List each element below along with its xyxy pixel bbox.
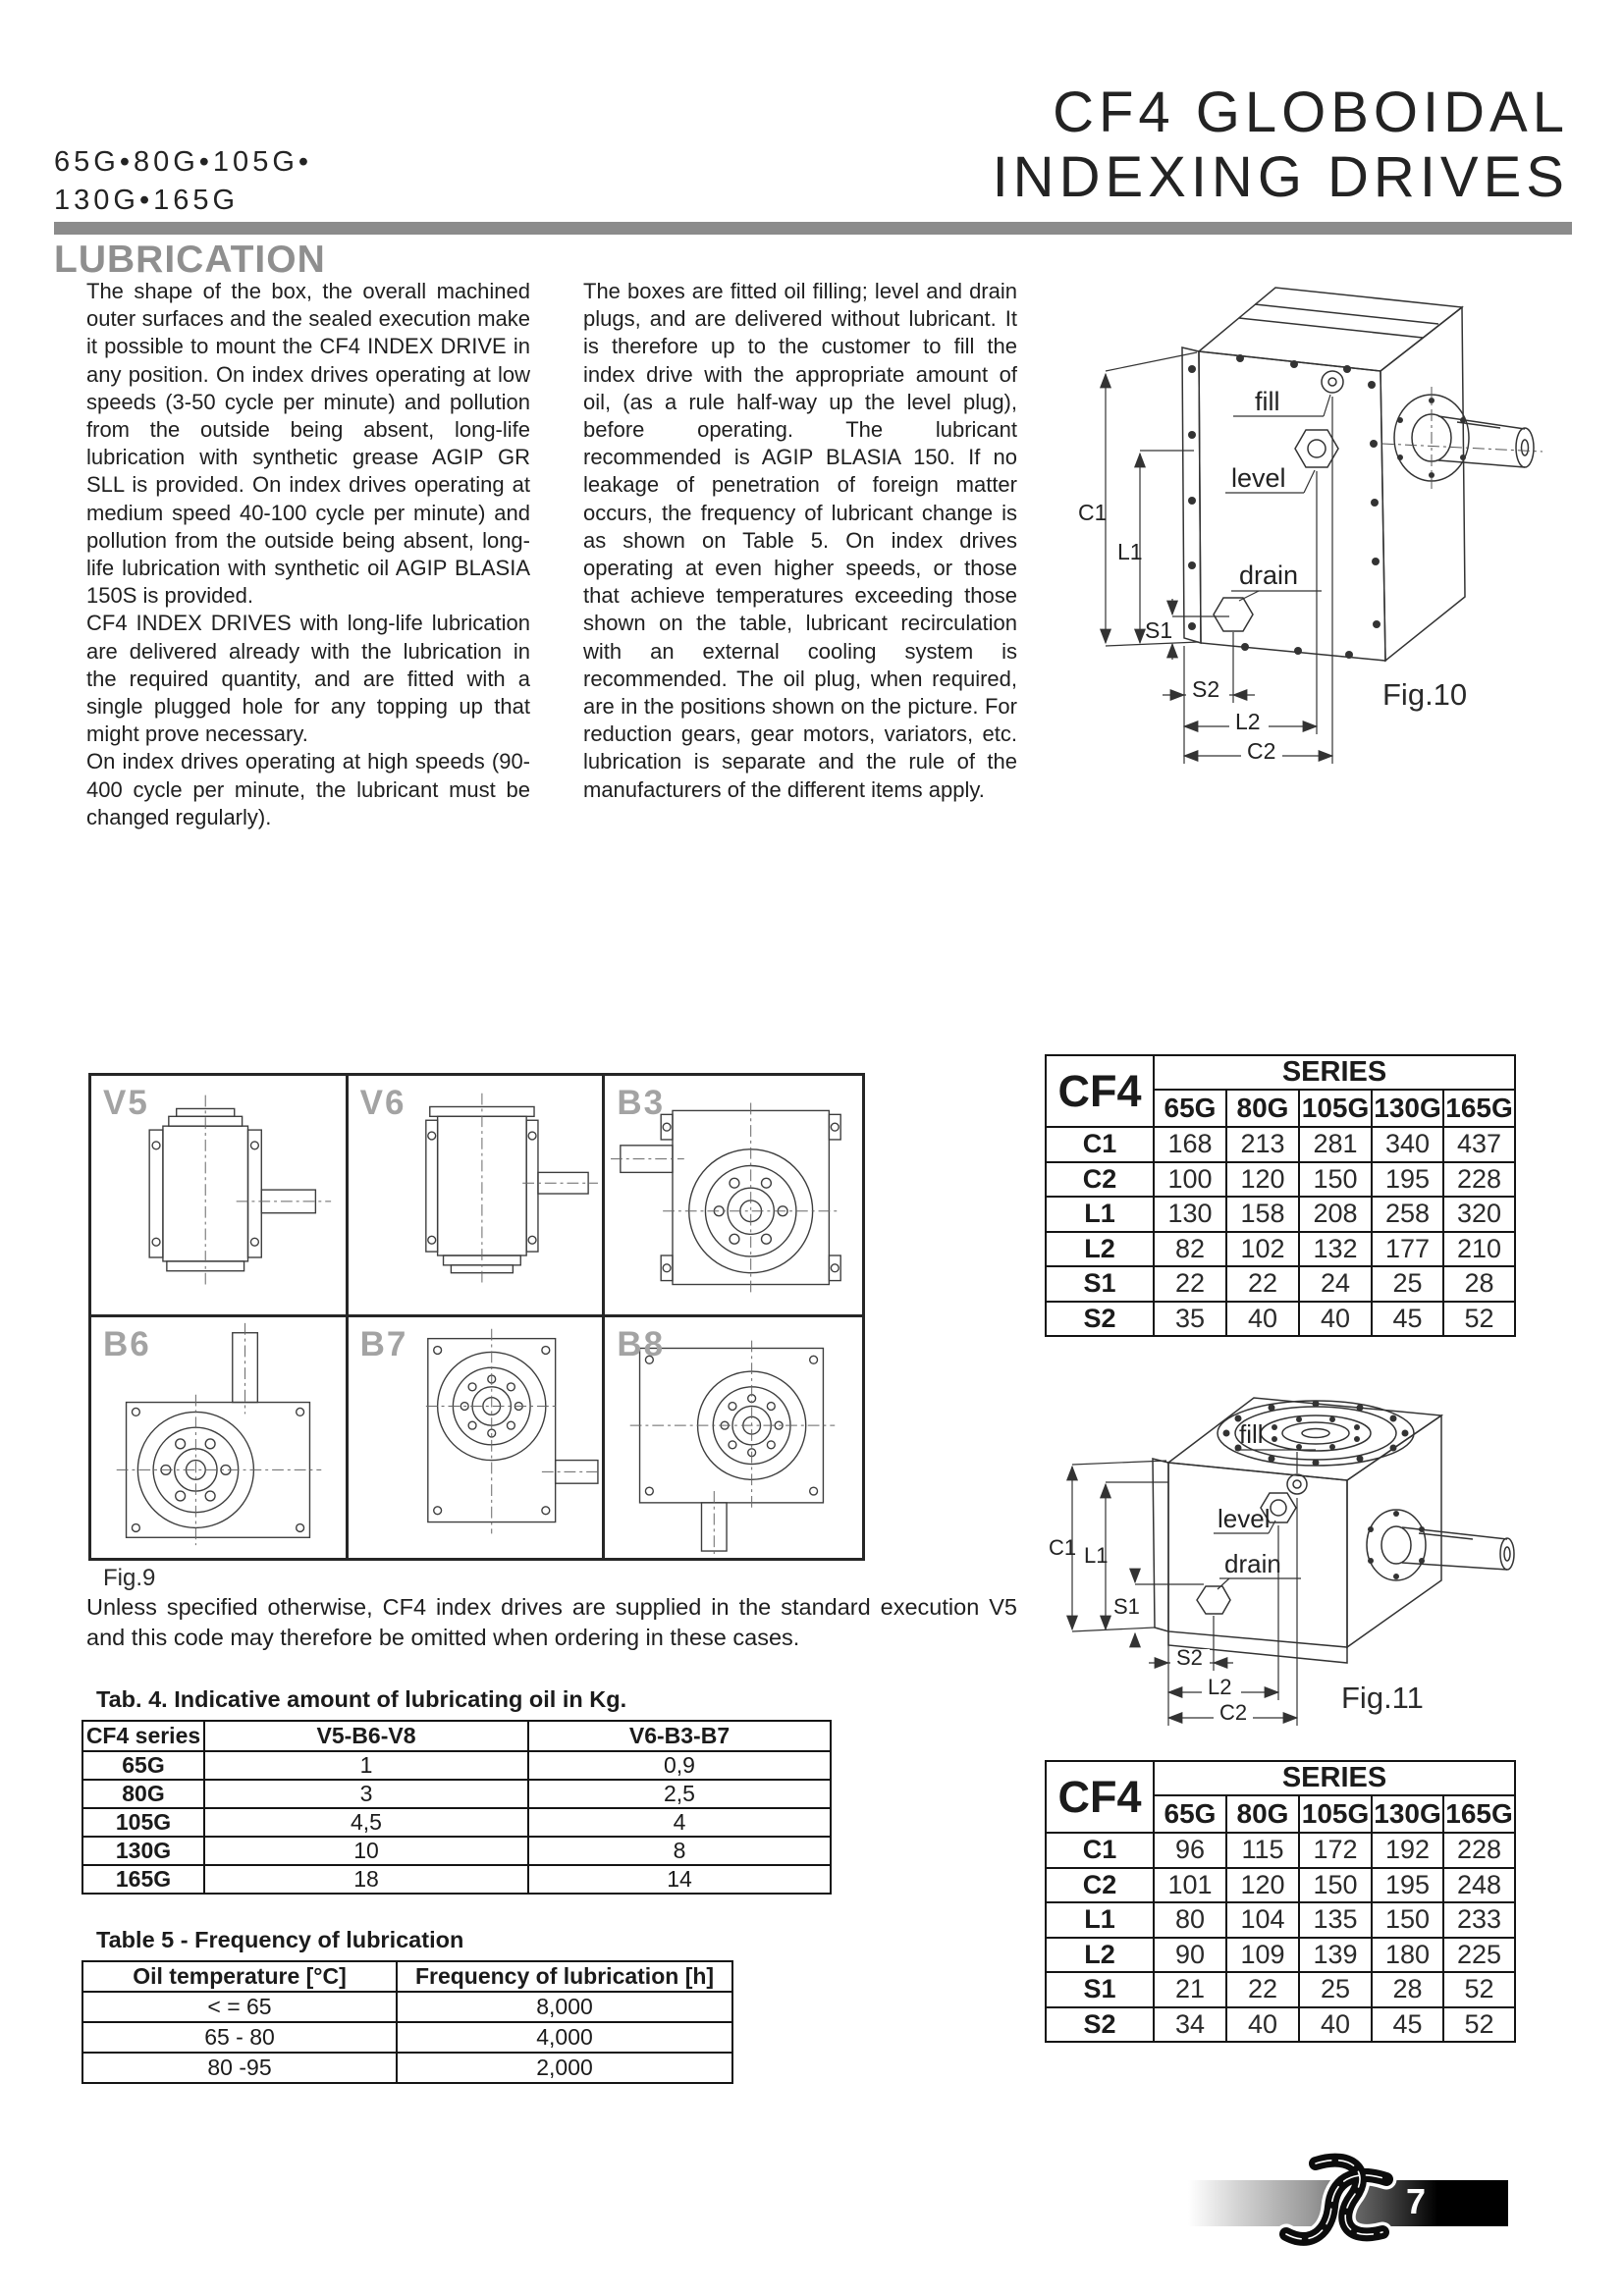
text-column-1 bbox=[86, 278, 530, 831]
fig10-c1-label: C1 bbox=[1078, 500, 1108, 525]
fig11-caption: Fig.11 bbox=[1341, 1681, 1424, 1715]
table-row: 80G 3 2,5 bbox=[82, 1780, 831, 1808]
fig10-s1-label: S1 bbox=[1145, 617, 1173, 643]
fig11-level-label: level bbox=[1218, 1504, 1271, 1533]
table5-title: Table 5 - Frequency of lubrication bbox=[96, 1927, 464, 1952]
section-heading: LUBRICATION bbox=[54, 239, 326, 281]
paragraph: The boxes are fitted oil filling; level and drain plugs, and are delivered without lubricant. It is therefore up to the customer to fill the index drive with the appropriate amount of oil, (as a rule half-way up the level plug), before operating. The lubricant recommended is AGIP BLASIA 150. If no leakage of penetration of foreign matter occurs, the frequency of lubricant change is as shown on Table 5. On index drives operating at even higher speeds, or those that achieve temperatures exceeding those shown on the table, lubricant recirculation with an external cooling system is recommended. The oil plug, when required, are in the positions shown on the picture. For reduction gears, gear motors, variators, etc. lubrication is separate and the rule of the manufacturers of the different items apply. bbox=[583, 279, 1017, 802]
brand-logo-icon bbox=[1272, 2144, 1402, 2264]
fig10-drawing bbox=[1037, 234, 1593, 783]
fig9-label-v6: V6 bbox=[359, 1084, 406, 1122]
fig10-l1-label: L1 bbox=[1117, 539, 1143, 564]
product-codes-line2: 130G•165G bbox=[54, 185, 240, 216]
table-row: L2 90 109 139 180 225 bbox=[1046, 1938, 1515, 1973]
fig9-caption: Fig.9 bbox=[103, 1565, 156, 1591]
fig9-label-b6: B6 bbox=[103, 1324, 151, 1363]
column-header: 165G bbox=[1443, 1090, 1515, 1127]
table-corner-label: CF4 bbox=[1046, 1761, 1154, 1833]
text-column-2 bbox=[583, 278, 1017, 804]
note-paragraph: Unless specified otherwise, CF4 index drives are supplied in the standard execution V5 and this code may therefore be omitted when ordering in these cases. bbox=[86, 1594, 1017, 1650]
table-row: 105G 4,5 4 bbox=[82, 1808, 831, 1837]
table-row: S2 35 40 40 45 52 bbox=[1046, 1302, 1515, 1337]
table-row: < = 65 8,000 bbox=[82, 1992, 732, 2022]
table-row: S1 21 22 25 28 52 bbox=[1046, 1972, 1515, 2007]
table-row: 130G 10 8 bbox=[82, 1837, 831, 1865]
column-header: 105G bbox=[1299, 1795, 1372, 1833]
column-header: 105G bbox=[1299, 1090, 1372, 1127]
table-row: S2 34 40 40 45 52 bbox=[1046, 2007, 1515, 2043]
table-row: C1 168 213 281 340 437 bbox=[1046, 1127, 1515, 1162]
column-header: 80G bbox=[1226, 1090, 1299, 1127]
paragraph: CF4 INDEX DRIVES with long-life lubrication are delivered already with the lubrication in the required quantity, and are fitted with a single plugged hole for any topping up that might prove necessary. bbox=[86, 611, 530, 747]
product-codes bbox=[54, 143, 312, 220]
tab4-table bbox=[81, 1720, 832, 1895]
paragraph: The shape of the box, the overall machined outer surfaces and the sealed execution make it possible to mount the CF4 INDEX DRIVE in any position. On index drives operating at low speeds (3-50 cycle per minute) and pollution from the outside being absent, long-life lubrication with synthetic grease AGIP GR SLL is provided. On index drives operating at medium speed 40-100 cycle per minute) and pollution from the outside being absent, long-life lubrication with synthetic oil AGIP BLASIA 150S is provided. bbox=[86, 279, 530, 609]
fig9-label-v5: V5 bbox=[103, 1084, 149, 1122]
fig9-cell-v6 bbox=[349, 1076, 606, 1317]
fig11-c2-label: C2 bbox=[1219, 1700, 1248, 1725]
fig10-drain-label: drain bbox=[1239, 561, 1299, 590]
fig11-l2-label: L2 bbox=[1208, 1675, 1232, 1699]
page-title-line1: CF4 GLOBOIDAL bbox=[1053, 80, 1569, 144]
fig11-drain-label: drain bbox=[1224, 1549, 1281, 1578]
table-row: L2 82 102 132 177 210 bbox=[1046, 1232, 1515, 1267]
table-row: 65 - 80 4,000 bbox=[82, 2022, 732, 2053]
column-header: 130G bbox=[1372, 1090, 1443, 1127]
table-row: C2 101 120 150 195 248 bbox=[1046, 1868, 1515, 1903]
fig9-cell-v5 bbox=[91, 1076, 349, 1317]
fig10-fill-label: fill bbox=[1255, 387, 1280, 416]
page-number: 7 bbox=[1406, 2181, 1427, 2221]
fig9-cell-b8 bbox=[605, 1317, 862, 1559]
column-header: 65G bbox=[1154, 1090, 1226, 1127]
table5-table bbox=[81, 1960, 733, 2084]
fig9-cell-b6 bbox=[91, 1317, 349, 1559]
fig9-mounting-positions bbox=[88, 1073, 865, 1561]
fig9-label-b8: B8 bbox=[617, 1324, 666, 1363]
paragraph: On index drives operating at high speeds (90-400 cycle per minute, the lubricant must be changed regularly). bbox=[86, 749, 530, 829]
table-corner-label: CF4 bbox=[1046, 1055, 1154, 1127]
table-row: S1 22 22 24 25 28 bbox=[1046, 1266, 1515, 1302]
series-header: SERIES bbox=[1154, 1761, 1515, 1795]
table-row: L1 130 158 208 258 320 bbox=[1046, 1197, 1515, 1232]
table-row: 165G 18 14 bbox=[82, 1865, 831, 1894]
fig11-s2-label: S2 bbox=[1176, 1645, 1203, 1670]
page-title-line2: INDEXING DRIVES bbox=[992, 145, 1569, 209]
table-header-row: Oil temperature [°C] Frequency of lubrication [h] bbox=[82, 1961, 732, 1992]
fig11-drawing bbox=[1021, 1353, 1591, 1740]
fig9-cell-b7 bbox=[349, 1317, 606, 1559]
fig10-level-label: level bbox=[1231, 463, 1286, 493]
cf4-dimensions-table-bottom bbox=[1045, 1760, 1516, 2043]
fig11-s1-label: S1 bbox=[1113, 1594, 1140, 1619]
table-row: C2 100 120 150 195 228 bbox=[1046, 1162, 1515, 1198]
table-row: C1 96 115 172 192 228 bbox=[1046, 1833, 1515, 1868]
cf4-dimensions-table-top bbox=[1045, 1054, 1516, 1337]
tab4-title: Tab. 4. Indicative amount of lubricating oil in Kg. bbox=[96, 1686, 627, 1712]
column-header: 80G bbox=[1226, 1795, 1299, 1833]
column-header: 130G bbox=[1372, 1795, 1443, 1833]
table-row: L1 80 104 135 150 233 bbox=[1046, 1902, 1515, 1938]
fig11-fill-label: fill bbox=[1239, 1419, 1264, 1449]
table-row: 65G 1 0,9 bbox=[82, 1751, 831, 1780]
fig9-cell-b3 bbox=[605, 1076, 862, 1317]
fig11-l1-label: L1 bbox=[1084, 1543, 1109, 1568]
fig10-c2-label: C2 bbox=[1247, 738, 1276, 764]
column-header: 165G bbox=[1443, 1795, 1515, 1833]
fig9-label-b7: B7 bbox=[359, 1324, 408, 1363]
page-title bbox=[993, 80, 1569, 210]
table-header-row: CF4 series V5-B6-V8 V6-B3-B7 bbox=[82, 1721, 831, 1751]
fig10-caption: Fig.10 bbox=[1382, 677, 1468, 712]
series-header: SERIES bbox=[1154, 1055, 1515, 1090]
column-header: 65G bbox=[1154, 1795, 1226, 1833]
table-row: 80 -95 2,000 bbox=[82, 2053, 732, 2083]
fig9-label-b3: B3 bbox=[617, 1084, 666, 1122]
fig10-s2-label: S2 bbox=[1192, 676, 1220, 702]
fig10-l2-label: L2 bbox=[1235, 709, 1261, 734]
product-codes-line1: 65G•80G•105G• bbox=[54, 146, 313, 178]
fig11-c1-label: C1 bbox=[1049, 1535, 1077, 1560]
